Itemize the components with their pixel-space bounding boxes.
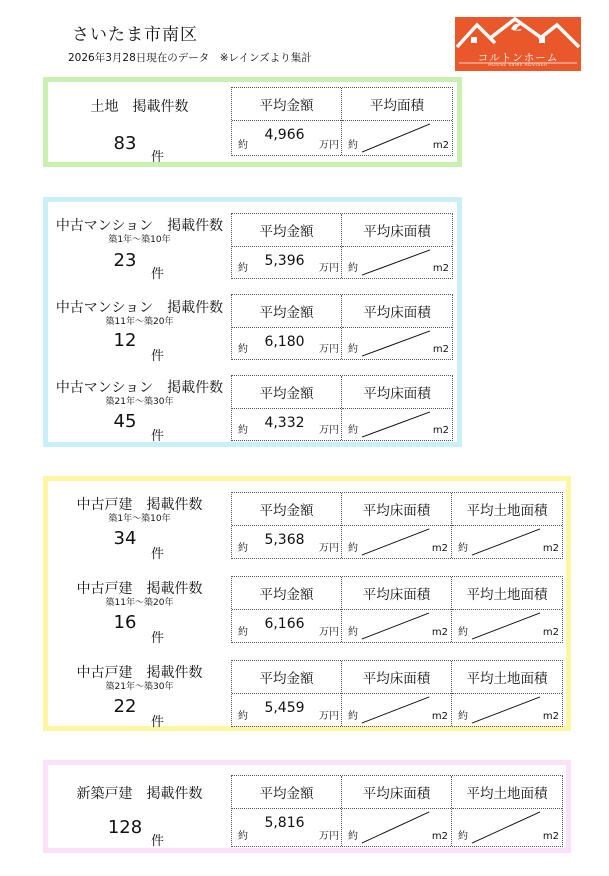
approx-label: 約: [348, 425, 358, 436]
avg-land-header: 平均土地面積: [452, 577, 562, 610]
approx-label: 約: [238, 831, 248, 842]
approx-label: 約: [238, 263, 248, 274]
avg-price-value: 4,966: [264, 127, 305, 143]
stats-table: [231, 375, 453, 441]
approx-label: 約: [348, 344, 358, 355]
listing-count: 83: [113, 133, 137, 154]
avg-floor-column: [342, 376, 452, 440]
avg-price-column: [232, 776, 342, 846]
avg-floor-column: [342, 214, 452, 278]
avg-price-header: 平均金額: [232, 295, 341, 328]
approx-label: 約: [238, 543, 248, 554]
avg-price-header: 平均金額: [232, 214, 341, 247]
avg-price-column: [232, 661, 342, 726]
avg-land-header: 平均土地面積: [452, 493, 562, 526]
avg-price-cell: [232, 409, 341, 440]
section-label: 中古戸建 掲載件数: [76, 665, 203, 681]
approx-label: 約: [238, 627, 248, 638]
count-unit: 件: [151, 429, 165, 444]
area-unit: m2: [432, 344, 449, 355]
price-unit: 万円: [319, 831, 339, 842]
section-label: 中古マンション 掲載件数: [55, 300, 224, 316]
approx-label: 約: [458, 627, 468, 638]
area-unit: m2: [542, 627, 559, 638]
area-unit: m2: [431, 831, 448, 842]
avg-price-cell: [232, 121, 341, 155]
avg-price-cell: [232, 610, 341, 642]
avg-price-value: 6,166: [264, 616, 305, 632]
used-mansion-section: [48, 288, 457, 368]
avg-price-cell: [232, 247, 341, 278]
new-house-group: [43, 760, 571, 853]
count-unit: 件: [151, 715, 165, 730]
used-house-section: [48, 487, 566, 567]
stats-table: [231, 87, 453, 156]
count-unit: 件: [151, 267, 165, 282]
avg-price-value: 5,816: [264, 815, 305, 831]
avg-price-header: 平均金額: [232, 661, 341, 694]
approx-label: 約: [348, 711, 358, 722]
avg-price-value: 5,368: [264, 532, 305, 548]
area-unit: m2: [542, 831, 559, 842]
stats-table: [231, 775, 563, 847]
avg-land-cell: [452, 526, 562, 558]
avg-floor-cell: [342, 694, 451, 726]
used-mansion-section: [48, 206, 457, 286]
price-unit: 万円: [319, 140, 339, 151]
avg-price-column: [232, 214, 342, 278]
price-unit: 万円: [319, 627, 339, 638]
avg-price-cell: [232, 328, 341, 359]
avg-floor-column: [342, 577, 452, 642]
avg-land-cell: [452, 809, 562, 846]
avg-land-header: 平均土地面積: [452, 776, 562, 809]
avg-land-cell: [452, 694, 562, 726]
count-unit: 件: [151, 631, 165, 646]
avg-area-cell: [342, 121, 452, 155]
avg-price-value: 4,332: [264, 415, 305, 431]
approx-label: 約: [348, 263, 358, 274]
avg-floor-column: [342, 493, 452, 558]
avg-price-cell: [232, 526, 341, 558]
stats-table: [231, 213, 453, 279]
age-range-note: 築11年～築20年: [105, 317, 174, 327]
avg-price-header: 平均金額: [232, 376, 341, 409]
area-unit: m2: [432, 425, 449, 436]
age-range-note: 築1年～築10年: [108, 235, 171, 245]
avg-area-header: 平均面積: [342, 88, 452, 121]
area-unit: m2: [431, 627, 448, 638]
avg-floor-header: 平均床面積: [342, 661, 451, 694]
count-unit: 件: [151, 150, 165, 165]
avg-land-column: [452, 493, 562, 558]
avg-floor-header: 平均床面積: [342, 776, 451, 809]
logo-subtext: HOUSE sales ADVISER: [488, 63, 548, 68]
avg-floor-cell: [342, 409, 452, 440]
count-unit: 件: [151, 349, 165, 364]
avg-price-header: 平均金額: [232, 493, 341, 526]
avg-floor-column: [342, 295, 452, 359]
listing-count: 16: [113, 612, 137, 633]
section-label: 新築戸建 掲載件数: [76, 786, 203, 802]
used-house-section: [48, 571, 566, 651]
listing-count: 34: [113, 528, 137, 549]
avg-price-column: [232, 88, 342, 155]
price-unit: 万円: [319, 711, 339, 722]
approx-label: 約: [348, 831, 358, 842]
avg-price-header: 平均金額: [232, 88, 341, 121]
used-mansion-section: [48, 368, 457, 448]
avg-price-cell: [232, 809, 341, 846]
avg-floor-cell: [342, 610, 451, 642]
company-logo: [455, 17, 581, 71]
logo-text: コルトンホーム: [477, 52, 559, 64]
avg-price-value: 6,180: [264, 334, 305, 350]
avg-land-column: [452, 577, 562, 642]
area-unit: m2: [432, 140, 449, 151]
listing-count: 128: [107, 817, 143, 838]
area-unit: m2: [431, 543, 448, 554]
area-unit: m2: [432, 263, 449, 274]
price-unit: 万円: [319, 263, 339, 274]
avg-price-header: 平均金額: [232, 577, 341, 610]
section-label: 中古マンション 掲載件数: [55, 380, 224, 396]
avg-floor-cell: [342, 809, 451, 846]
approx-label: 約: [458, 831, 468, 842]
land-section: [48, 87, 457, 167]
listing-count: 23: [113, 250, 137, 271]
approx-label: 約: [238, 344, 248, 355]
avg-floor-header: 平均床面積: [342, 577, 451, 610]
avg-floor-cell: [342, 328, 452, 359]
data-date-note: 2026年3月28日現在のデータ ※レインズより集計: [68, 52, 312, 64]
count-unit: 件: [151, 547, 165, 562]
stats-table: [231, 660, 563, 727]
price-unit: 万円: [319, 543, 339, 554]
avg-price-header: 平均金額: [232, 776, 341, 809]
avg-land-column: [452, 776, 562, 846]
avg-floor-header: 平均床面積: [342, 376, 452, 409]
age-range-note: 築1年～築10年: [108, 514, 171, 524]
area-unit: m2: [542, 711, 559, 722]
count-unit: 件: [151, 834, 165, 849]
avg-land-cell: [452, 610, 562, 642]
avg-floor-column: [342, 776, 452, 846]
approx-label: 約: [348, 140, 358, 151]
approx-label: 約: [458, 711, 468, 722]
listing-count: 45: [113, 411, 137, 432]
avg-floor-header: 平均床面積: [342, 214, 452, 247]
section-label: 土地 掲載件数: [90, 99, 189, 115]
page-title: さいたま市南区: [72, 25, 198, 45]
avg-price-column: [232, 577, 342, 642]
listing-count: 22: [113, 696, 137, 717]
avg-price-column: [232, 295, 342, 359]
section-label: 中古戸建 掲載件数: [76, 581, 203, 597]
land-group: [43, 77, 462, 167]
age-range-note: 築21年～築30年: [105, 682, 174, 692]
new-house-section: [48, 770, 566, 850]
approx-label: 約: [348, 627, 358, 638]
approx-label: 約: [238, 140, 248, 151]
avg-price-value: 5,459: [264, 700, 305, 716]
stats-table: [231, 576, 563, 643]
approx-label: 約: [238, 711, 248, 722]
area-unit: m2: [542, 543, 559, 554]
price-unit: 万円: [319, 425, 339, 436]
stats-table: [231, 294, 453, 360]
section-label: 中古戸建 掲載件数: [76, 497, 203, 513]
avg-floor-cell: [342, 526, 451, 558]
avg-land-header: 平均土地面積: [452, 661, 562, 694]
stats-table: [231, 492, 563, 559]
avg-price-column: [232, 493, 342, 558]
approx-label: 約: [458, 543, 468, 554]
used-house-group: [43, 476, 571, 731]
avg-price-value: 5,396: [264, 253, 305, 269]
used-mansion-group: [43, 197, 462, 447]
avg-price-cell: [232, 694, 341, 726]
age-range-note: 築11年～築20年: [105, 598, 174, 608]
age-range-note: 築21年～築30年: [105, 397, 174, 407]
price-unit: 万円: [319, 344, 339, 355]
avg-floor-header: 平均床面積: [342, 493, 451, 526]
section-label: 中古マンション 掲載件数: [55, 218, 224, 234]
approx-label: 約: [348, 543, 358, 554]
avg-floor-header: 平均床面積: [342, 295, 452, 328]
used-house-section: [48, 655, 566, 735]
approx-label: 約: [238, 425, 248, 436]
area-unit: m2: [431, 711, 448, 722]
listing-count: 12: [113, 330, 137, 351]
avg-floor-column: [342, 661, 452, 726]
avg-price-column: [232, 376, 342, 440]
avg-area-column: [342, 88, 452, 155]
avg-floor-cell: [342, 247, 452, 278]
avg-land-column: [452, 661, 562, 726]
